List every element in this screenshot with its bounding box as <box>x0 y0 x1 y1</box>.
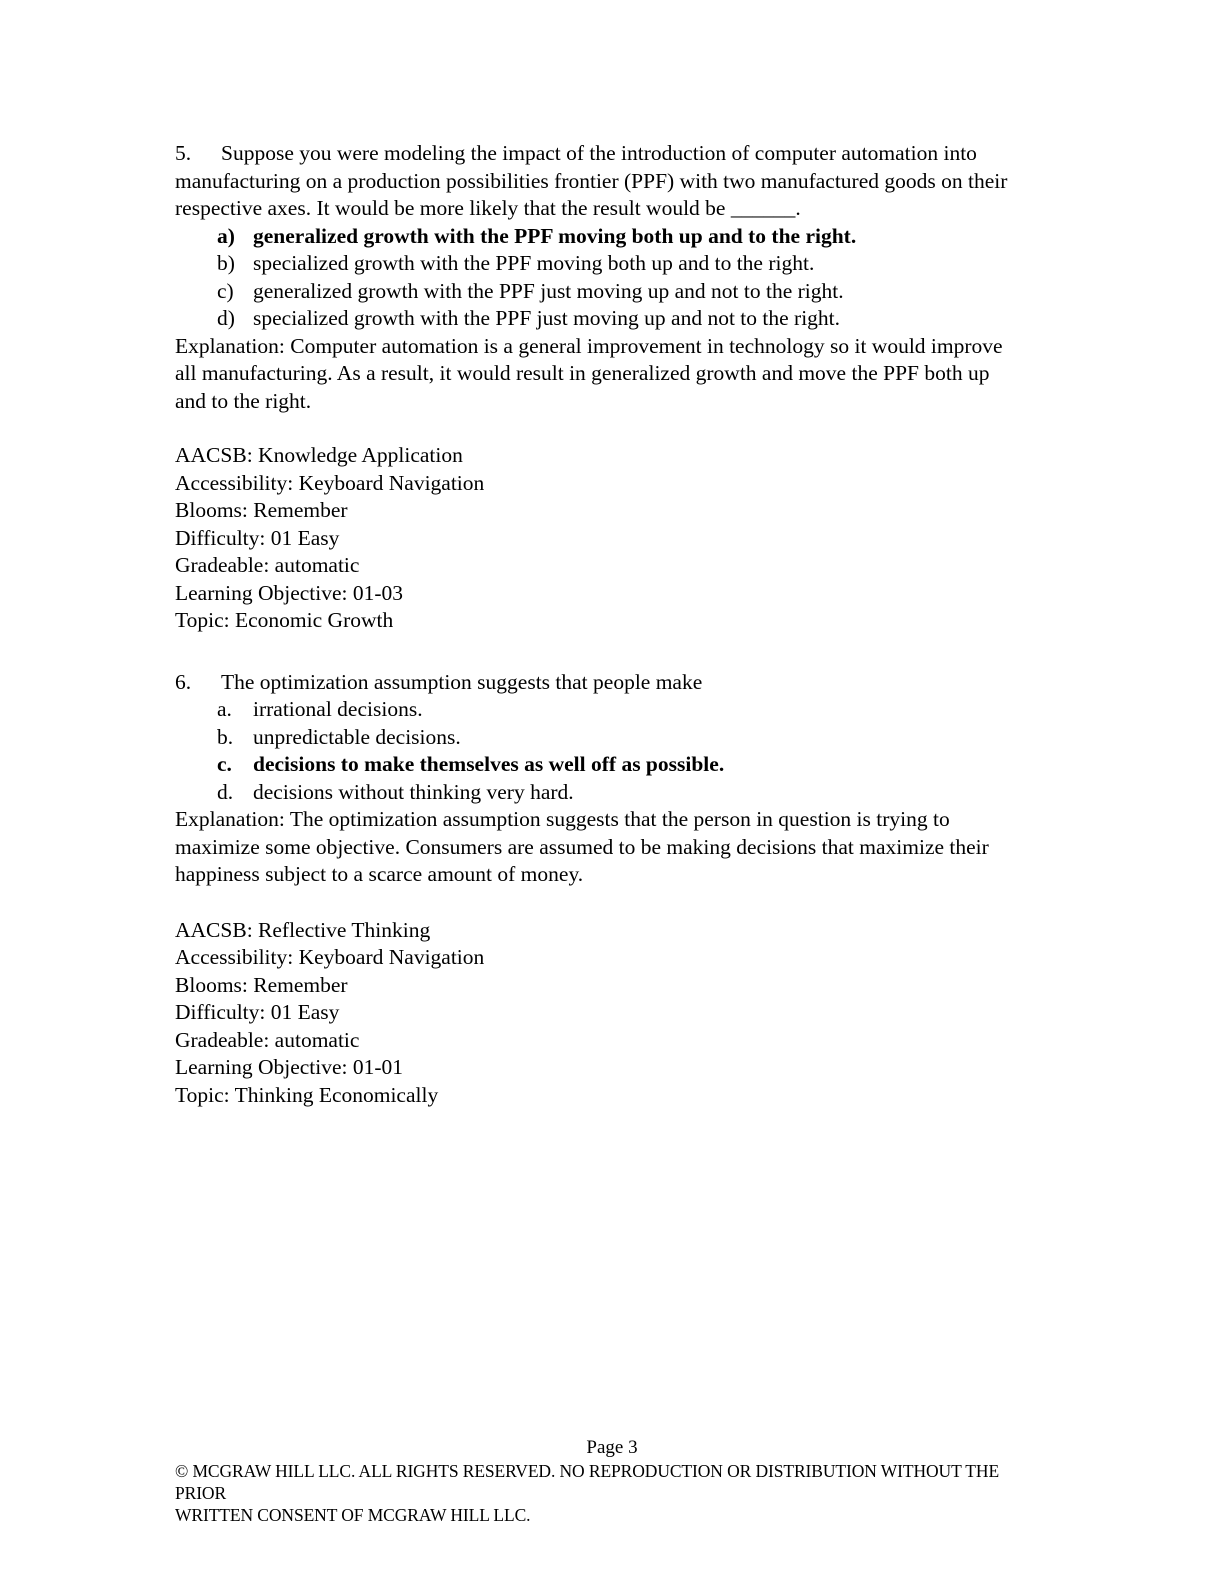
option-text: specialized growth with the PPF moving both up and to the right. <box>253 251 815 275</box>
page-content <box>175 140 1020 1109</box>
option-text: generalized growth with the PPF moving both up and to the right. <box>253 223 857 248</box>
question-metadata <box>175 442 1020 635</box>
question-explanation: Explanation: The optimization assumption suggests that the person in question is trying to maximize some objective. Consumers are assumed to be making decisions that maximize their happiness subject to a scarce amount of money. <box>175 807 989 886</box>
option-text: decisions without thinking very hard. <box>253 779 574 804</box>
metadata-line: Accessibility: Keyboard Navigation <box>175 945 485 969</box>
question-stem <box>175 669 1020 697</box>
option-label: a) <box>217 223 235 248</box>
option-label: c) <box>217 278 234 303</box>
option-label: a. <box>217 697 232 721</box>
answer-option[interactable] <box>175 724 1020 752</box>
question-explanation: Explanation: Computer automation is a general improvement in technology so it would improve all manufacturing. As a result, it would result in generalized growth and move the PPF both up and to the right. <box>175 333 1003 413</box>
option-label: d. <box>217 779 234 804</box>
copyright-notice <box>175 1460 1035 1526</box>
page-footer <box>0 1436 1224 1525</box>
question-number: 6. <box>175 669 192 694</box>
answer-option[interactable] <box>175 751 1020 779</box>
answer-options <box>175 696 1020 806</box>
option-text: generalized growth with the PPF just moving up and not to the right. <box>253 278 844 303</box>
copyright-line: WRITTEN CONSENT OF MCGRAW HILL LLC. <box>175 1505 531 1525</box>
question-block <box>175 140 1020 635</box>
metadata-line: Difficulty: 01 Easy <box>175 1000 340 1024</box>
copyright-line: © MCGRAW HILL LLC. ALL RIGHTS RESERVED. NO REPRODUCTION OR DISTRIBUTION WITHOUT THE PRIOR <box>175 1461 1000 1503</box>
question-number: 5. <box>175 141 192 165</box>
question-block <box>175 669 1020 1110</box>
question-stem <box>175 140 1020 223</box>
page-number: Page 3 <box>586 1437 638 1458</box>
answer-option[interactable] <box>175 305 1020 333</box>
metadata-line: AACSB: Knowledge Application <box>175 443 463 467</box>
question-stem-text: The optimization assumption suggests that people make <box>221 669 703 694</box>
answer-option[interactable] <box>175 278 1020 306</box>
answer-option[interactable] <box>175 223 1020 251</box>
answer-options <box>175 223 1020 333</box>
answer-option[interactable] <box>175 250 1020 278</box>
metadata-line: Gradeable: automatic <box>175 553 360 577</box>
question-metadata <box>175 917 1020 1110</box>
answer-option[interactable] <box>175 779 1020 807</box>
metadata-line: Topic: Economic Growth <box>175 608 394 632</box>
metadata-line: Gradeable: automatic <box>175 1027 360 1052</box>
spacer <box>175 635 1020 669</box>
option-label: b. <box>217 724 234 749</box>
question-stem-text: Suppose you were modeling the impact of the introduction of computer automation into manufacturing on a production possibilities frontier (PPF) with two manufactured goods on their respective axes. It would be more likely that the result would be ______. <box>175 141 1008 220</box>
metadata-line: Learning Objective: 01-03 <box>175 580 404 605</box>
metadata-line: AACSB: Reflective Thinking <box>175 917 431 942</box>
option-text: decisions to make themselves as well off as possible. <box>253 752 725 776</box>
option-text: irrational decisions. <box>253 697 423 721</box>
option-text: unpredictable decisions. <box>253 724 461 749</box>
spacer <box>175 889 1020 917</box>
metadata-line: Topic: Thinking Economically <box>175 1082 439 1107</box>
answer-option[interactable] <box>175 696 1020 724</box>
option-text: specialized growth with the PPF just moving up and not to the right. <box>253 306 841 330</box>
metadata-line: Blooms: Remember <box>175 498 348 522</box>
option-label: c. <box>217 752 232 776</box>
metadata-line: Difficulty: 01 Easy <box>175 525 340 550</box>
option-label: d) <box>217 306 235 330</box>
spacer <box>175 415 1020 442</box>
option-label: b) <box>217 251 235 275</box>
metadata-line: Learning Objective: 01-01 <box>175 1055 404 1079</box>
metadata-line: Blooms: Remember <box>175 972 348 997</box>
metadata-line: Accessibility: Keyboard Navigation <box>175 470 485 495</box>
